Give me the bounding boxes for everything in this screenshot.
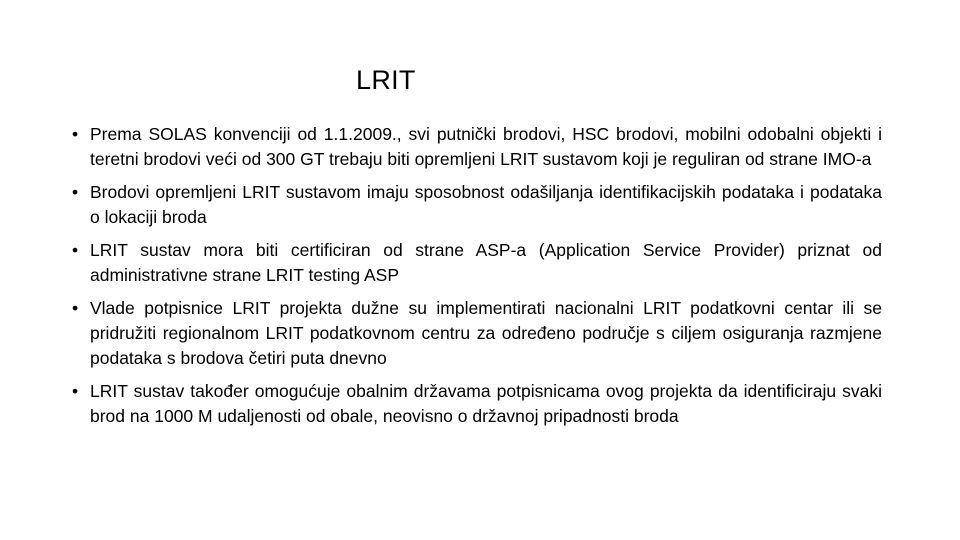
slide-title: LRIT [356,65,416,95]
bullet-text: Prema SOLAS konvenciji od 1.1.2009., svi putnički brodovi, HSC brodovi, mobilni odobalni objekti i teretni brodovi veći od 300 GT trebaju biti opremljeni LRIT sustavom koji je reguliran od strane IMO-a [90,124,882,169]
bullet-marker: • [72,182,79,202]
bullet-marker: • [72,298,79,318]
bullet-item [72,180,882,230]
bullet-item [72,122,882,172]
bullet-item [72,296,882,371]
bullet-marker: • [72,381,79,401]
bullet-text: LRIT sustav također omogućuje obalnim državama potpisnicama ovog projekta da identificiraju svaki brod na 1000 M udaljenosti od obale, neovisno o državnoj pripadnosti broda [90,381,882,426]
bullet-marker: • [72,124,79,144]
bullet-text: Brodovi opremljeni LRIT sustavom imaju sposobnost odašiljanja identifikacijskih podataka i podataka o lokaciji broda [90,182,882,227]
bullet-item [72,379,882,429]
bullet-item [72,238,882,288]
bullet-marker: • [72,240,79,260]
bullet-text: Vlade potpisnice LRIT projekta dužne su implementirati nacionalni LRIT podatkovni centar ili se pridružiti regionalnom LRIT podatkovnom centru za određeno područje s ciljem osiguranja razmjene podataka s brodova četiri puta dnevno [90,298,882,368]
bullet-text: LRIT sustav mora biti certificiran od strane ASP-a (Application Service Provider) priznat od administrativne strane LRIT testing ASP [90,240,882,285]
bullet-list [72,122,882,437]
